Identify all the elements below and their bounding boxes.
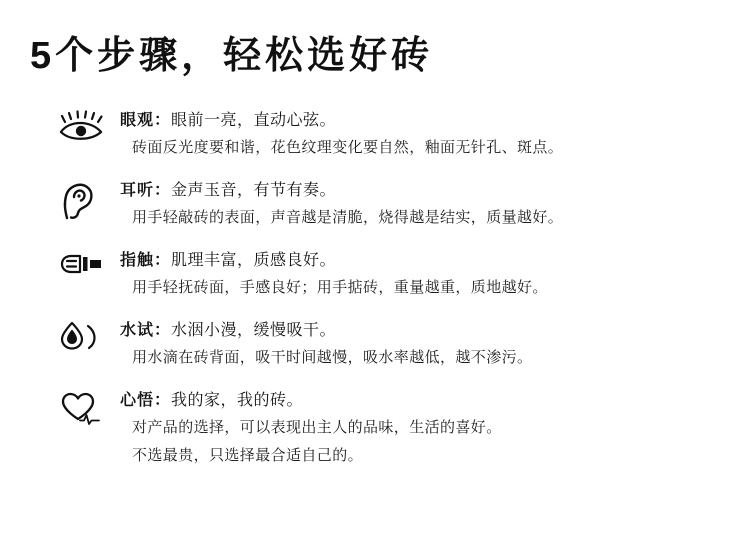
list-item bbox=[58, 178, 708, 232]
list-item bbox=[58, 108, 708, 162]
step-headline: 金声玉音，有节有奏。 bbox=[171, 182, 337, 199]
step-headline-row bbox=[120, 318, 708, 344]
step-headline-row bbox=[120, 178, 708, 204]
eye-icon bbox=[58, 108, 120, 144]
ear-icon bbox=[58, 178, 120, 222]
step-headline: 我的家，我的砖。 bbox=[171, 392, 304, 409]
steps-list bbox=[58, 108, 708, 486]
step-headline: 肌理丰富，质感良好。 bbox=[171, 252, 337, 269]
water-drop-icon bbox=[58, 318, 120, 352]
step-headline-row bbox=[120, 248, 708, 274]
step-text bbox=[120, 248, 708, 302]
step-label: 耳听： bbox=[120, 182, 172, 199]
step-detail: 砖面反光度要和谐，花色纹理变化要自然，釉面无针孔、斑点。 bbox=[132, 139, 564, 156]
hand-touch-icon bbox=[58, 248, 120, 284]
step-detail: 不选最贵，只选择最合适自己的。 bbox=[132, 447, 364, 464]
step-detail: 用手轻抚砖面，手感良好；用手掂砖，重量越重，质地越好。 bbox=[132, 279, 548, 296]
step-detail: 用手轻敲砖的表面，声音越是清脆，烧得越是结实，质量越好。 bbox=[132, 209, 564, 226]
list-item bbox=[58, 388, 708, 470]
list-item bbox=[58, 318, 708, 372]
page-title: 5个步骤，轻松选好砖 bbox=[30, 35, 434, 77]
step-headline: 水洇小漫，缓慢吸干。 bbox=[171, 322, 337, 339]
step-headline-row bbox=[120, 108, 708, 134]
step-label: 心悟： bbox=[120, 392, 172, 409]
step-text bbox=[120, 108, 708, 162]
step-detail: 用水滴在砖背面，吸干时间越慢，吸水率越低，越不渗污。 bbox=[132, 349, 533, 366]
step-label: 水试： bbox=[120, 322, 172, 339]
heart-pulse-icon bbox=[58, 388, 120, 426]
step-headline: 眼前一亮，直动心弦。 bbox=[171, 112, 337, 129]
list-item bbox=[58, 248, 708, 302]
step-headline-row bbox=[120, 388, 708, 414]
step-label: 眼观： bbox=[120, 112, 172, 129]
step-text bbox=[120, 388, 708, 470]
step-text bbox=[120, 178, 708, 232]
step-label: 指触： bbox=[120, 252, 172, 269]
step-text bbox=[120, 318, 708, 372]
step-detail: 对产品的选择，可以表现出主人的品味，生活的喜好。 bbox=[132, 419, 502, 436]
